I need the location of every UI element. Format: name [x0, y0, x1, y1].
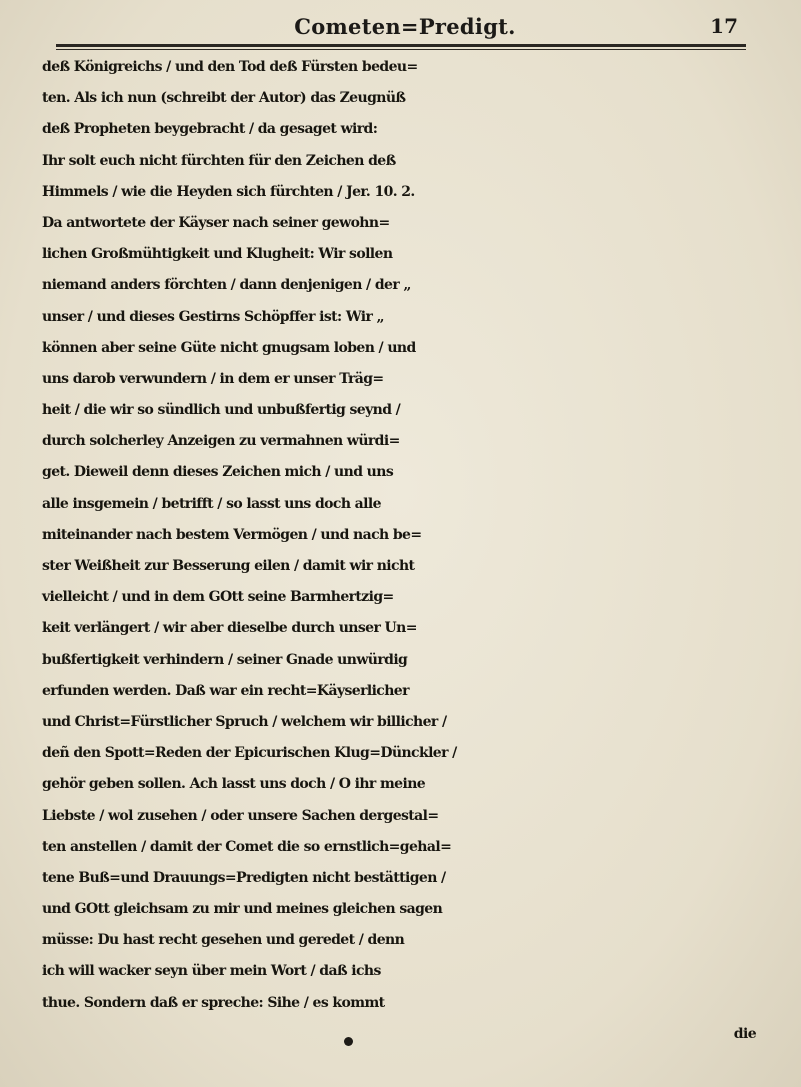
text-line: müsse: Du hast recht gesehen und geredet / denn [42, 932, 405, 949]
ink-dot [344, 1037, 353, 1046]
text-line: bußfertigkeit verhindern / seiner Gnade unwürdig [42, 651, 408, 668]
text-line: ten. Als ich nun (schreibt der Autor) das Zeugnüß [42, 90, 406, 107]
text-line: vielleicht / und in dem GOtt seine Barmhertzig= [42, 589, 394, 606]
text-line: durch solcherley Anzeigen zu vermahnen würdi= [42, 433, 400, 450]
text-line: können aber seine Güte nicht gnugsam loben / und [42, 339, 416, 356]
text-line: Himmels / wie die Heyden sich fürchten / Jer. 10. 2. [42, 183, 415, 200]
text-line: niemand anders förchten / dann denjenigen / der „ [42, 277, 411, 294]
text-line: miteinander nach bestem Vermögen / und nach be= [42, 526, 422, 543]
text-line: ich will wacker seyn über mein Wort / daß ichs [42, 963, 381, 980]
page-number: 17 [710, 14, 738, 38]
text-line: alle insgemein / betrifft / so lasst uns doch alle [42, 495, 381, 512]
text-line: deñ den Spott=Reden der Epicurischen Klug=Dünckler / [42, 745, 457, 762]
text-line: Ihr solt euch nicht fürchten für den Zeichen deß [42, 152, 396, 169]
page-header [60, 14, 750, 42]
text-line: Liebste / wol zusehen / oder unsere Sachen dergestal= [42, 807, 439, 824]
text-line: und GOtt gleichsam zu mir und meines gleichen sagen [42, 901, 443, 918]
text-line: lichen Großmühtigkeit und Klugheit: Wir sollen [42, 246, 393, 263]
text-line: unser / und dieses Gestirns Schöpffer ist: Wir „ [42, 308, 384, 325]
text-line: gehör geben sollen. Ach lasst uns doch / O ihr meine [42, 776, 426, 793]
text-line: erfunden werden. Daß war ein recht=Käyserlicher [42, 682, 409, 699]
catchword: die [733, 1025, 756, 1042]
body-text [42, 52, 772, 1050]
text-line: Da antwortete der Käyser nach seiner gewohn= [42, 214, 390, 231]
text-line: thue. Sondern daß er spreche: Sihe / es kommt [42, 994, 385, 1011]
text-line: uns darob verwundern / in dem er unser Träg= [42, 370, 384, 387]
text-line: deß Königreichs / und den Tod deß Fürsten bedeu= [42, 59, 418, 75]
text-line: tene Buß=und Drauungs=Predigten nicht bestättigen / [42, 869, 446, 886]
text-line: get. Dieweil denn dieses Zeichen mich / und uns [42, 464, 394, 481]
text-line: keit verlängert / wir aber dieselbe durch unser Un= [42, 620, 417, 637]
text-line: heit / die wir so sündlich und unbußfertig seynd / [42, 402, 401, 419]
text-line: ten anstellen / damit der Comet die so ernstlich=gehal= [42, 838, 452, 855]
text-line: ster Weißheit zur Besserung eilen / damit wir nicht [42, 558, 415, 574]
running-title: Cometen=Predigt. [294, 14, 516, 39]
text-line: und Christ=Fürstlicher Spruch / welchem wir billicher / [42, 713, 447, 730]
header-rule [56, 44, 746, 50]
text-line: deß Propheten beygebracht / da gesaget wird: [42, 121, 378, 138]
